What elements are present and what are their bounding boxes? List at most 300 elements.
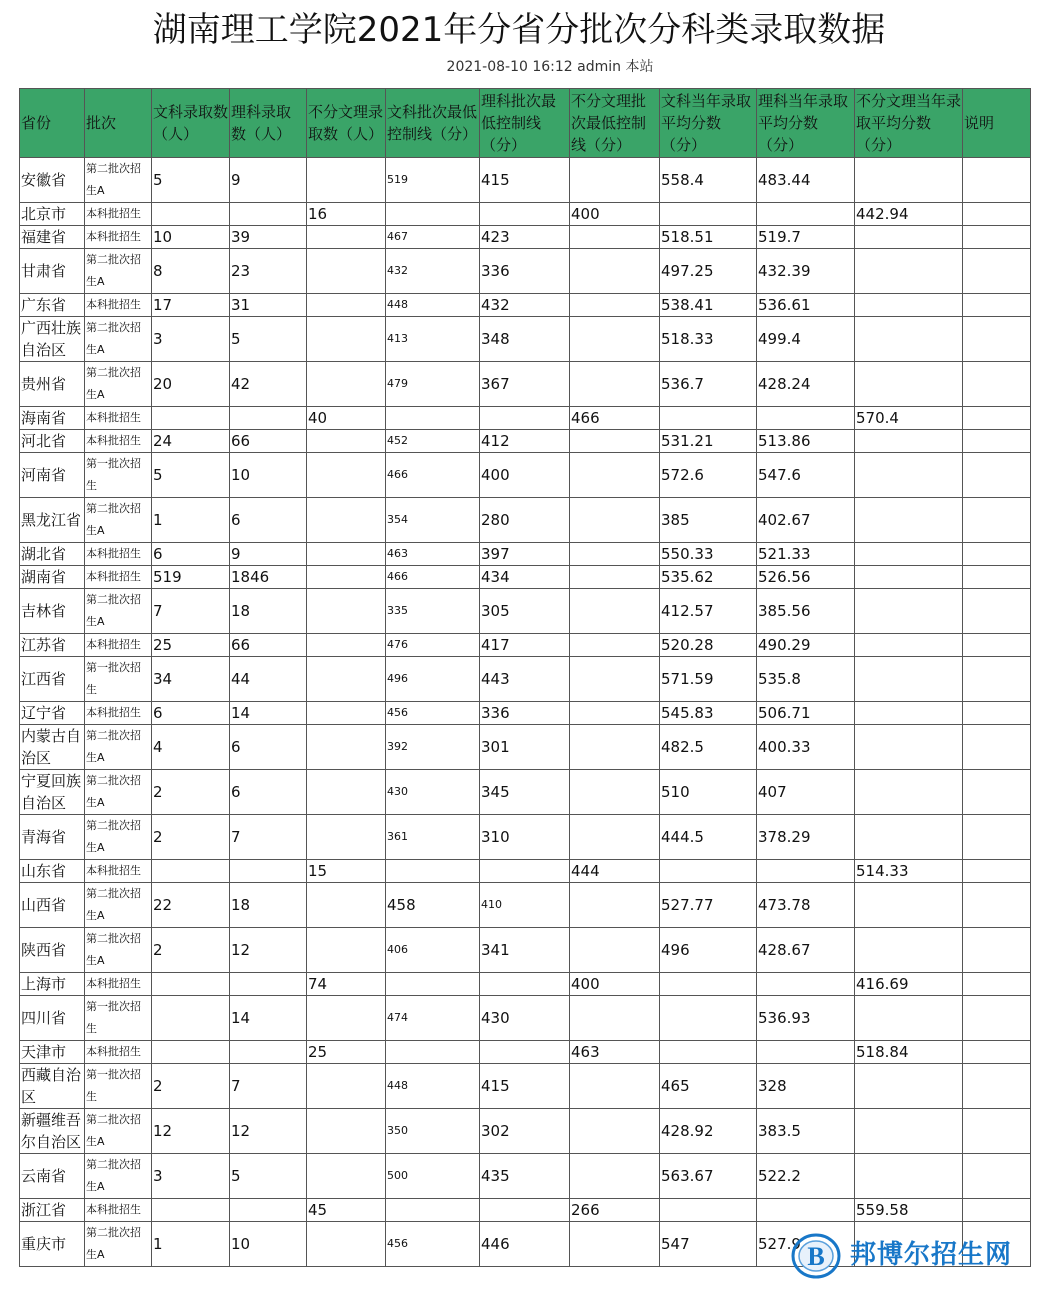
value-cell	[855, 589, 963, 634]
value-cell	[480, 973, 570, 996]
value-cell: 430	[386, 770, 480, 815]
value-cell: 442.94	[855, 203, 963, 226]
batch-cell: 第二批次招生A	[85, 158, 152, 203]
value-cell: 6	[230, 725, 307, 770]
value-cell: 5	[230, 317, 307, 362]
value-cell	[570, 815, 660, 860]
value-cell: 466	[386, 453, 480, 498]
column-header: 批次	[85, 89, 152, 158]
value-cell	[570, 498, 660, 543]
value-cell	[660, 203, 757, 226]
value-cell	[963, 1109, 1031, 1154]
province-cell: 安徽省	[20, 158, 85, 203]
value-cell: 3	[152, 317, 230, 362]
value-cell	[757, 1199, 855, 1222]
batch-cell: 本科批招生	[85, 203, 152, 226]
value-cell: 518.51	[660, 226, 757, 249]
value-cell	[757, 407, 855, 430]
value-cell	[963, 860, 1031, 883]
value-cell	[570, 996, 660, 1041]
value-cell: 456	[386, 702, 480, 725]
value-cell: 7	[230, 815, 307, 860]
value-cell: 518.33	[660, 317, 757, 362]
value-cell: 15	[307, 860, 386, 883]
value-cell: 66	[230, 430, 307, 453]
value-cell	[963, 1064, 1031, 1109]
province-cell: 福建省	[20, 226, 85, 249]
value-cell	[963, 430, 1031, 453]
value-cell: 526.56	[757, 566, 855, 589]
value-cell	[855, 996, 963, 1041]
value-cell	[963, 815, 1031, 860]
value-cell: 400	[570, 973, 660, 996]
value-cell: 302	[480, 1109, 570, 1154]
value-cell: 428.92	[660, 1109, 757, 1154]
batch-cell: 第二批次招生A	[85, 725, 152, 770]
value-cell: 571.59	[660, 657, 757, 702]
page-title: 湖南理工学院2021年分省分批次分科类录取数据	[152, 10, 886, 50]
value-cell	[307, 634, 386, 657]
value-cell: 570.4	[855, 407, 963, 430]
value-cell	[855, 1109, 963, 1154]
value-cell	[307, 1064, 386, 1109]
column-header: 省份	[20, 89, 85, 158]
value-cell: 39	[230, 226, 307, 249]
value-cell	[307, 226, 386, 249]
value-cell	[570, 453, 660, 498]
value-cell: 361	[386, 815, 480, 860]
value-cell: 7	[230, 1064, 307, 1109]
table-row	[20, 973, 1031, 996]
table-row	[20, 294, 1031, 317]
province-cell: 新疆维吾尔自治区	[20, 1109, 85, 1154]
province-cell: 海南省	[20, 407, 85, 430]
value-cell: 378.29	[757, 815, 855, 860]
province-cell: 湖北省	[20, 543, 85, 566]
batch-cell: 第一批次招生	[85, 453, 152, 498]
value-cell: 17	[152, 294, 230, 317]
value-cell	[963, 1041, 1031, 1064]
batch-cell: 第二批次招生A	[85, 815, 152, 860]
province-cell: 黑龙江省	[20, 498, 85, 543]
value-cell	[386, 203, 480, 226]
value-cell	[570, 725, 660, 770]
value-cell: 435	[480, 1154, 570, 1199]
value-cell	[855, 702, 963, 725]
province-cell: 湖南省	[20, 566, 85, 589]
batch-cell: 第二批次招生A	[85, 1222, 152, 1267]
province-cell: 西藏自治区	[20, 1064, 85, 1109]
column-header: 说明	[963, 89, 1031, 158]
value-cell: 519.7	[757, 226, 855, 249]
value-cell: 354	[386, 498, 480, 543]
table-row	[20, 249, 1031, 294]
value-cell	[230, 973, 307, 996]
value-cell	[963, 158, 1031, 203]
post-meta: 2021-08-10 16:12 admin 本站	[446, 59, 654, 75]
value-cell	[855, 1064, 963, 1109]
value-cell: 23	[230, 249, 307, 294]
column-header: 理科录取数（人）	[230, 89, 307, 158]
batch-cell: 本科批招生	[85, 407, 152, 430]
value-cell	[570, 294, 660, 317]
province-cell: 山东省	[20, 860, 85, 883]
value-cell: 531.21	[660, 430, 757, 453]
value-cell: 9	[230, 543, 307, 566]
value-cell: 25	[152, 634, 230, 657]
value-cell	[660, 860, 757, 883]
value-cell	[570, 702, 660, 725]
value-cell	[570, 1109, 660, 1154]
table-row	[20, 158, 1031, 203]
province-cell: 云南省	[20, 1154, 85, 1199]
value-cell	[963, 1154, 1031, 1199]
value-cell: 341	[480, 928, 570, 973]
value-cell	[855, 317, 963, 362]
table-row	[20, 566, 1031, 589]
table-row	[20, 589, 1031, 634]
batch-cell: 第一批次招生	[85, 657, 152, 702]
value-cell: 496	[386, 657, 480, 702]
value-cell: 2	[152, 815, 230, 860]
value-cell: 66	[230, 634, 307, 657]
value-cell: 6	[152, 702, 230, 725]
value-cell: 482.5	[660, 725, 757, 770]
column-header: 理科批次最低控制线（分）	[480, 89, 570, 158]
value-cell: 416.69	[855, 973, 963, 996]
value-cell: 448	[386, 294, 480, 317]
value-cell: 520.28	[660, 634, 757, 657]
value-cell	[152, 1199, 230, 1222]
value-cell: 518.84	[855, 1041, 963, 1064]
value-cell	[963, 702, 1031, 725]
value-cell	[570, 362, 660, 407]
value-cell	[152, 1041, 230, 1064]
value-cell: 444.5	[660, 815, 757, 860]
value-cell: 547.6	[757, 453, 855, 498]
value-cell: 446	[480, 1222, 570, 1267]
table-row	[20, 362, 1031, 407]
value-cell: 9	[230, 158, 307, 203]
value-cell	[570, 634, 660, 657]
table-row	[20, 996, 1031, 1041]
value-cell	[855, 158, 963, 203]
value-cell	[230, 407, 307, 430]
value-cell: 10	[230, 453, 307, 498]
value-cell	[307, 815, 386, 860]
value-cell: 31	[230, 294, 307, 317]
value-cell: 305	[480, 589, 570, 634]
province-cell: 贵州省	[20, 362, 85, 407]
value-cell	[963, 634, 1031, 657]
value-cell	[963, 973, 1031, 996]
value-cell: 434	[480, 566, 570, 589]
value-cell: 44	[230, 657, 307, 702]
value-cell	[757, 973, 855, 996]
value-cell	[855, 249, 963, 294]
province-cell: 河南省	[20, 453, 85, 498]
logo-letter: B	[807, 1242, 825, 1271]
value-cell	[963, 407, 1031, 430]
value-cell: 563.67	[660, 1154, 757, 1199]
value-cell	[480, 407, 570, 430]
table-row	[20, 1199, 1031, 1222]
value-cell: 42	[230, 362, 307, 407]
value-cell	[307, 996, 386, 1041]
province-cell: 内蒙古自治区	[20, 725, 85, 770]
value-cell: 397	[480, 543, 570, 566]
value-cell	[480, 203, 570, 226]
value-cell: 497.25	[660, 249, 757, 294]
value-cell	[386, 1041, 480, 1064]
province-cell: 辽宁省	[20, 702, 85, 725]
batch-cell: 本科批招生	[85, 634, 152, 657]
value-cell	[480, 1041, 570, 1064]
batch-cell: 本科批招生	[85, 973, 152, 996]
table-row	[20, 453, 1031, 498]
value-cell	[152, 860, 230, 883]
value-cell	[307, 249, 386, 294]
batch-cell: 本科批招生	[85, 226, 152, 249]
column-header: 不分文理录取数（人）	[307, 89, 386, 158]
value-cell: 25	[307, 1041, 386, 1064]
column-header: 文科录取数（人）	[152, 89, 230, 158]
batch-cell: 本科批招生	[85, 294, 152, 317]
value-cell	[152, 996, 230, 1041]
value-cell	[963, 589, 1031, 634]
value-cell: 513.86	[757, 430, 855, 453]
value-cell: 521.33	[757, 543, 855, 566]
province-cell: 河北省	[20, 430, 85, 453]
column-header: 文科批次最低控制线（分）	[386, 89, 480, 158]
value-cell: 7	[152, 589, 230, 634]
value-cell	[855, 634, 963, 657]
value-cell	[963, 657, 1031, 702]
value-cell	[963, 362, 1031, 407]
value-cell	[307, 883, 386, 928]
value-cell: 417	[480, 634, 570, 657]
batch-cell: 第二批次招生A	[85, 883, 152, 928]
value-cell: 474	[386, 996, 480, 1041]
value-cell: 310	[480, 815, 570, 860]
value-cell	[570, 543, 660, 566]
value-cell: 2	[152, 1064, 230, 1109]
value-cell: 367	[480, 362, 570, 407]
value-cell	[386, 860, 480, 883]
value-cell: 500	[386, 1154, 480, 1199]
value-cell: 547	[660, 1222, 757, 1267]
value-cell: 2	[152, 928, 230, 973]
value-cell	[855, 725, 963, 770]
table-row	[20, 430, 1031, 453]
value-cell: 392	[386, 725, 480, 770]
batch-cell: 第一批次招生	[85, 996, 152, 1041]
value-cell: 535.62	[660, 566, 757, 589]
value-cell: 412	[480, 430, 570, 453]
value-cell	[152, 973, 230, 996]
value-cell	[660, 1041, 757, 1064]
value-cell: 266	[570, 1199, 660, 1222]
province-cell: 江西省	[20, 657, 85, 702]
table-row	[20, 1109, 1031, 1154]
value-cell	[307, 543, 386, 566]
site-logo-icon	[790, 1232, 842, 1280]
value-cell	[307, 158, 386, 203]
batch-cell: 第二批次招生A	[85, 249, 152, 294]
value-cell	[855, 498, 963, 543]
value-cell: 16	[307, 203, 386, 226]
value-cell: 510	[660, 770, 757, 815]
province-cell: 山西省	[20, 883, 85, 928]
value-cell	[855, 883, 963, 928]
value-cell	[307, 770, 386, 815]
value-cell	[570, 566, 660, 589]
table-row	[20, 928, 1031, 973]
value-cell	[855, 430, 963, 453]
value-cell	[570, 1064, 660, 1109]
batch-cell: 本科批招生	[85, 1199, 152, 1222]
value-cell	[963, 770, 1031, 815]
value-cell: 430	[480, 996, 570, 1041]
province-cell: 天津市	[20, 1041, 85, 1064]
value-cell	[386, 1199, 480, 1222]
value-cell: 400	[570, 203, 660, 226]
value-cell	[307, 1109, 386, 1154]
value-cell	[570, 430, 660, 453]
value-cell	[963, 1199, 1031, 1222]
value-cell: 18	[230, 589, 307, 634]
admission-table	[19, 88, 1031, 1267]
value-cell: 466	[386, 566, 480, 589]
batch-cell: 本科批招生	[85, 543, 152, 566]
value-cell	[855, 362, 963, 407]
value-cell	[307, 657, 386, 702]
value-cell	[307, 1222, 386, 1267]
value-cell: 476	[386, 634, 480, 657]
value-cell	[757, 1041, 855, 1064]
value-cell: 479	[386, 362, 480, 407]
value-cell: 519	[386, 158, 480, 203]
value-cell	[963, 543, 1031, 566]
value-cell: 12	[152, 1109, 230, 1154]
value-cell	[307, 294, 386, 317]
value-cell: 12	[230, 928, 307, 973]
value-cell: 413	[386, 317, 480, 362]
batch-cell: 第二批次招生A	[85, 1154, 152, 1199]
value-cell	[230, 1199, 307, 1222]
value-cell	[570, 1222, 660, 1267]
value-cell	[570, 158, 660, 203]
value-cell: 348	[480, 317, 570, 362]
value-cell: 3	[152, 1154, 230, 1199]
batch-cell: 第二批次招生A	[85, 589, 152, 634]
batch-cell: 本科批招生	[85, 702, 152, 725]
value-cell: 6	[230, 498, 307, 543]
value-cell: 444	[570, 860, 660, 883]
value-cell	[152, 203, 230, 226]
value-cell: 490.29	[757, 634, 855, 657]
value-cell: 550.33	[660, 543, 757, 566]
value-cell	[230, 1041, 307, 1064]
value-cell	[307, 317, 386, 362]
value-cell	[480, 860, 570, 883]
value-cell: 2	[152, 770, 230, 815]
value-cell	[570, 317, 660, 362]
value-cell	[307, 928, 386, 973]
batch-cell: 第二批次招生A	[85, 770, 152, 815]
value-cell: 452	[386, 430, 480, 453]
table-row	[20, 815, 1031, 860]
value-cell: 328	[757, 1064, 855, 1109]
value-cell: 400.33	[757, 725, 855, 770]
value-cell: 6	[230, 770, 307, 815]
value-cell	[307, 430, 386, 453]
province-cell: 江苏省	[20, 634, 85, 657]
value-cell	[307, 362, 386, 407]
table-row	[20, 702, 1031, 725]
batch-cell: 第二批次招生A	[85, 362, 152, 407]
province-cell: 青海省	[20, 815, 85, 860]
value-cell: 443	[480, 657, 570, 702]
value-cell	[855, 543, 963, 566]
value-cell: 280	[480, 498, 570, 543]
value-cell: 572.6	[660, 453, 757, 498]
value-cell: 467	[386, 226, 480, 249]
value-cell	[855, 1154, 963, 1199]
value-cell	[386, 407, 480, 430]
value-cell: 499.4	[757, 317, 855, 362]
value-cell	[386, 973, 480, 996]
value-cell	[307, 725, 386, 770]
value-cell: 383.5	[757, 1109, 855, 1154]
value-cell	[855, 815, 963, 860]
value-cell: 6	[152, 543, 230, 566]
table-row	[20, 317, 1031, 362]
value-cell	[230, 860, 307, 883]
batch-cell: 本科批招生	[85, 860, 152, 883]
province-cell: 浙江省	[20, 1199, 85, 1222]
value-cell: 527.9	[757, 1222, 855, 1267]
table-row	[20, 203, 1031, 226]
value-cell	[855, 770, 963, 815]
table-row	[20, 226, 1031, 249]
value-cell: 345	[480, 770, 570, 815]
value-cell: 432	[386, 249, 480, 294]
value-cell: 522.2	[757, 1154, 855, 1199]
value-cell	[963, 725, 1031, 770]
value-cell: 5	[230, 1154, 307, 1199]
value-cell	[660, 973, 757, 996]
value-cell	[480, 1199, 570, 1222]
province-cell: 吉林省	[20, 589, 85, 634]
value-cell: 428.67	[757, 928, 855, 973]
value-cell: 385	[660, 498, 757, 543]
value-cell: 20	[152, 362, 230, 407]
value-cell: 412.57	[660, 589, 757, 634]
province-cell: 北京市	[20, 203, 85, 226]
value-cell: 1	[152, 498, 230, 543]
value-cell	[855, 453, 963, 498]
batch-cell: 本科批招生	[85, 430, 152, 453]
value-cell	[307, 453, 386, 498]
value-cell: 22	[152, 883, 230, 928]
value-cell	[307, 589, 386, 634]
value-cell: 18	[230, 883, 307, 928]
watermark	[780, 1228, 1032, 1286]
value-cell	[570, 883, 660, 928]
value-cell: 432.39	[757, 249, 855, 294]
value-cell	[307, 702, 386, 725]
